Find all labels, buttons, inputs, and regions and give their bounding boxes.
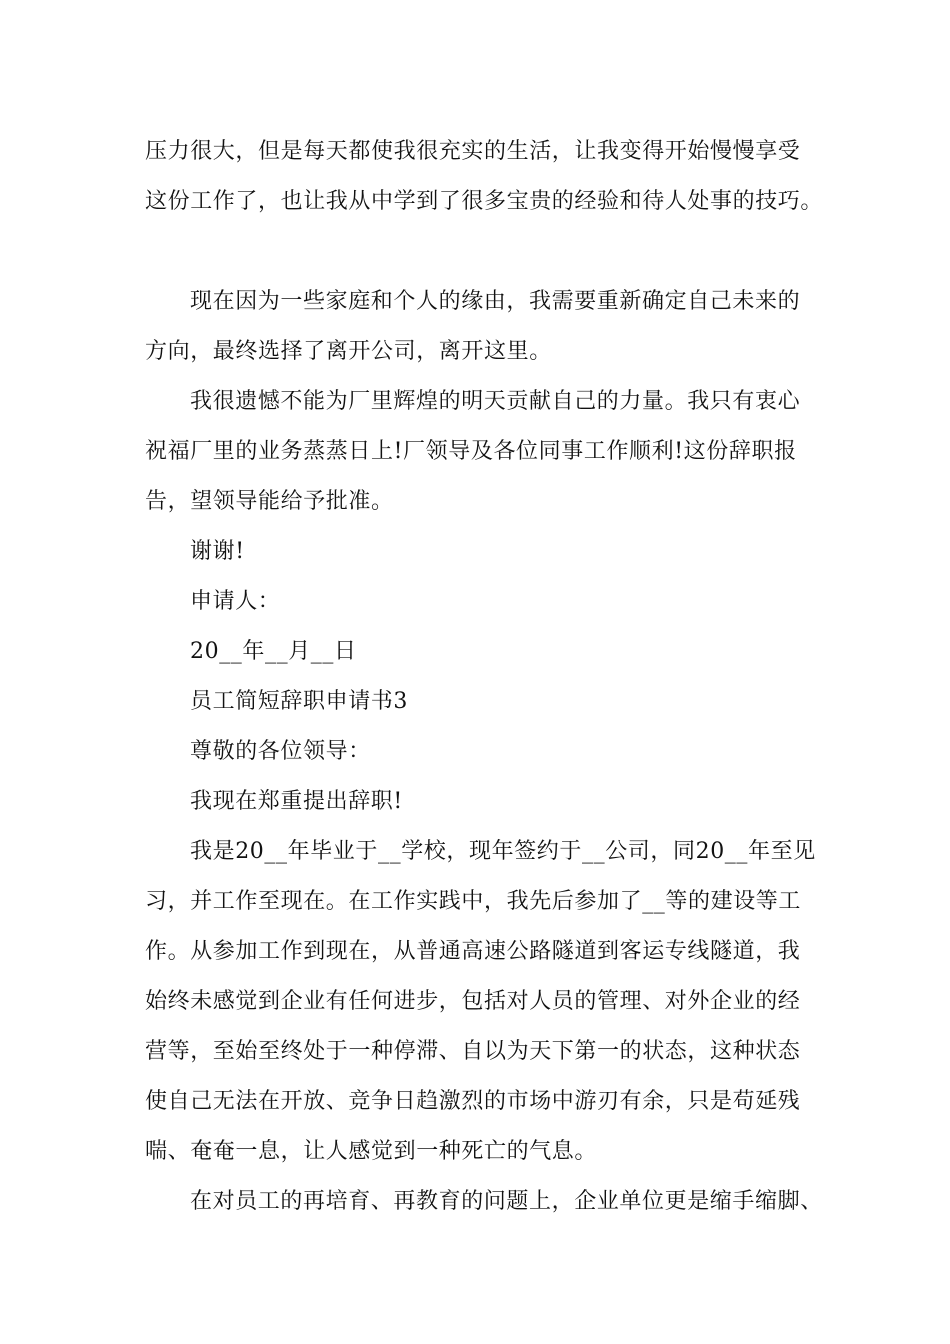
text-line: 我是20__年毕业于__学校，现年签约于__公司，同20__年至见 <box>190 839 816 864</box>
text-line: 申请人： <box>190 589 281 614</box>
text-line: 祝福厂里的业务蒸蒸日上!厂领导及各位同事工作顺利!这份辞职报 <box>145 439 797 464</box>
text-line: 作。从参加工作到现在，从普通高速公路隧道到客运专线隧道，我 <box>145 939 801 964</box>
text-line: 告，望领导能给予批准。 <box>145 489 394 514</box>
text-line: 尊敬的各位领导： <box>190 739 371 764</box>
section-title: 员工简短辞职申请书3 <box>190 689 408 714</box>
text-line: 压力很大，但是每天都使我很充实的生活，让我变得开始慢慢享受 <box>145 139 801 164</box>
text-line: 习，并工作至现在。在工作实践中，我先后参加了__等的建设等工 <box>145 889 802 914</box>
text-line: 喘、奄奄一息，让人感觉到一种死亡的气息。 <box>145 1139 598 1164</box>
text-line: 谢谢! <box>190 539 245 564</box>
text-line: 营等，至始至终处于一种停滞、自以为天下第一的状态，这种状态 <box>145 1039 801 1064</box>
text-line: 方向，最终选择了离开公司，离开这里。 <box>145 339 552 364</box>
text-line: 这份工作了，也让我从中学到了很多宝贵的经验和待人处事的技巧。 <box>145 189 824 214</box>
text-line: 我很遗憾不能为厂里辉煌的明天贡献自己的力量。我只有衷心 <box>190 389 801 414</box>
text-line: 始终未感觉到企业有任何进步，包括对人员的管理、对外企业的经 <box>145 989 801 1014</box>
text-line: 在对员工的再培育、再教育的问题上，企业单位更是缩手缩脚、 <box>190 1189 823 1214</box>
text-line: 我现在郑重提出辞职! <box>190 789 403 814</box>
text-line: 现在因为一些家庭和个人的缘由，我需要重新确定自己未来的 <box>190 289 801 314</box>
text-line: 使自己无法在开放、竞争日趋激烈的市场中游刃有余，只是苟延残 <box>145 1089 801 1114</box>
text-line: 20__年__月__日 <box>190 639 357 664</box>
